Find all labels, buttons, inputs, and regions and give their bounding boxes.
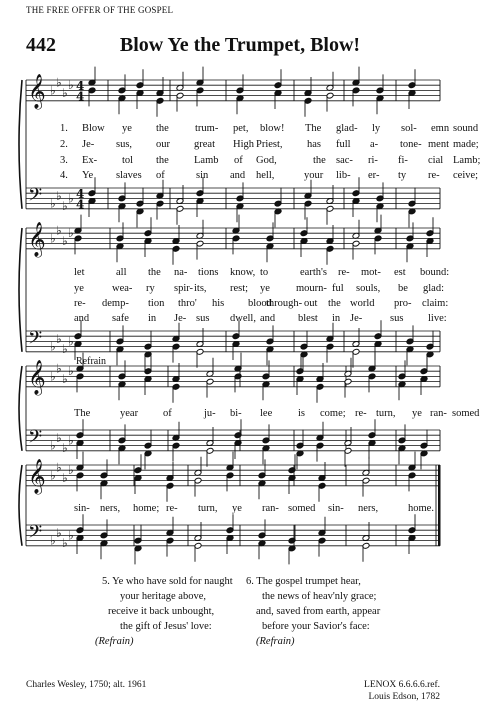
system1-line-3-syllable: 3. — [60, 155, 68, 166]
system1-line-4-syllable: hell, — [256, 170, 275, 181]
flat-sign-icon: ♭ — [62, 441, 68, 456]
system2-line-4-syllable: Je- — [350, 313, 363, 324]
system2-line-4-syllable: in — [332, 313, 341, 324]
system2-line-4-syllable: safe — [112, 313, 129, 324]
system1-line-4-syllable: re- — [428, 170, 440, 181]
refrain-line-1-syllable: re- — [355, 408, 367, 419]
refrain-line-2-syllable: sin- — [74, 503, 90, 514]
refrain-line-1-syllable: year — [120, 408, 139, 419]
system2-line-1-syllable: tions — [198, 267, 219, 278]
stanza-5-line-4: the gift of Jesus' love: — [120, 621, 212, 632]
flat-sign-icon: ♭ — [50, 468, 56, 483]
flat-sign-icon: ♭ — [56, 188, 62, 203]
flat-sign-icon: ♭ — [62, 199, 68, 214]
stanza-6-line-3: and, saved from earth, appear — [256, 606, 381, 617]
system1-line-1-syllable: glad- — [336, 123, 358, 134]
refrain-line-2-syllable: ran- — [262, 503, 279, 514]
system1-line-4-syllable: and — [230, 170, 246, 181]
flat-sign-icon: ♭ — [50, 339, 56, 354]
system1-line-2-syllable: ment — [428, 139, 449, 150]
refrain-line-2-syllable: ners, — [358, 503, 379, 514]
system1-line-2-syllable: has — [307, 139, 321, 150]
system1-line-1-syllable: ly — [372, 123, 381, 134]
flat-sign-icon: ♭ — [68, 364, 74, 379]
flat-sign-icon: ♭ — [62, 234, 68, 248]
system2-line-4-syllable: and — [260, 313, 276, 324]
system2-line-2-syllable: spir- — [174, 283, 194, 294]
system1-line-4-syllable: Ye — [82, 170, 94, 181]
refrain-line-1-syllable: The — [74, 408, 91, 419]
flat-sign-icon: ♭ — [56, 361, 62, 376]
refrain-line-2-syllable: turn, — [198, 503, 218, 514]
stanza-5-line-3: receive it back unbought, — [108, 606, 215, 617]
flat-sign-icon: ♭ — [68, 226, 74, 241]
stanza-5-line-2: your heritage above, — [120, 591, 207, 602]
system1-line-3-syllable: fi- — [398, 155, 408, 166]
system2-line-1-syllable: the — [148, 267, 161, 278]
flat-sign-icon: ♭ — [56, 223, 62, 238]
system1-line-1-syllable: emn — [431, 123, 450, 134]
final-barline — [438, 465, 441, 546]
refrain-line-2-syllable: re- — [166, 503, 178, 514]
refrain-line-1-syllable: ye — [412, 408, 422, 419]
stanza-5-refrain: (Refrain) — [95, 636, 134, 647]
system2-line-3-syllable: blood — [248, 298, 272, 309]
system1-line-2-syllable: our — [156, 139, 170, 150]
system2-line-3-syllable: tion — [148, 298, 165, 309]
system1-line-4-syllable: your — [304, 170, 324, 181]
system1-line-4-syllable: of — [156, 170, 165, 181]
system1-line-2-syllable: Je- — [82, 139, 95, 150]
flat-sign-icon: ♭ — [50, 196, 56, 211]
system2-line-2-syllable: its, — [194, 283, 207, 294]
flat-sign-icon: ♭ — [56, 460, 62, 475]
system2-line-2-syllable: souls, — [356, 283, 381, 294]
system2-line-1-syllable: earth's — [300, 267, 327, 278]
system2-line-3-syllable: the — [328, 298, 341, 309]
section-heading: THE FREE OFFER OF THE GOSPEL — [26, 5, 174, 15]
system2-line-2-syllable: ry — [146, 283, 155, 294]
brace — [19, 465, 22, 546]
flat-sign-icon: ♭ — [56, 525, 62, 540]
brace — [19, 80, 22, 209]
system1-line-1-syllable: the — [156, 123, 169, 134]
refrain-line-1-syllable: somed — [452, 408, 480, 419]
flat-sign-icon: ♭ — [68, 433, 74, 448]
flat-sign-icon: ♭ — [68, 191, 74, 206]
stanza-6-refrain: (Refrain) — [256, 636, 295, 647]
system1-line-1-syllable: sound — [453, 123, 479, 134]
refrain-line-1-syllable: bi- — [230, 408, 242, 419]
tune-name: LENOX 6.6.6.6.ref. — [364, 680, 440, 690]
system1-line-1-syllable: blow! — [260, 123, 285, 134]
refrain-line-1-syllable: is — [298, 408, 306, 419]
system1-line-3-syllable: Lamb — [194, 155, 219, 166]
hymn-number: 442 — [26, 34, 56, 56]
system2-line-2-syllable: wea- — [112, 283, 133, 294]
system1-line-4-syllable: ceive; — [453, 170, 479, 181]
system2-line-3-syllable: world — [350, 298, 375, 309]
system1-line-3-syllable: the — [156, 155, 169, 166]
system2-line-1-syllable: mot- — [361, 267, 381, 278]
system1-line-3-syllable: tol — [122, 155, 134, 166]
system2-line-1-syllable: let — [74, 267, 85, 278]
system2-line-1-syllable: est — [394, 267, 406, 278]
system1-line-3-syllable: Ex- — [82, 155, 98, 166]
bass-clef-icon: 𝄢 — [28, 427, 43, 452]
system1-line-1-syllable: 1. — [60, 123, 68, 134]
stanza-6-line-2: the news of heav'nly grace; — [262, 591, 377, 602]
system1-line-2-syllable: great — [194, 139, 215, 150]
system1-line-4-syllable: slaves — [116, 170, 142, 181]
flat-sign-icon: ♭ — [50, 533, 56, 548]
system1-line-3-syllable: the — [313, 155, 326, 166]
bass-clef-icon: 𝄢 — [28, 522, 43, 547]
bass-clef-icon: 𝄢 — [28, 328, 43, 353]
refrain-line-2-syllable: home. — [408, 503, 434, 514]
system1-line-4-syllable: sin — [196, 170, 209, 181]
system2-line-1-syllable: to — [260, 267, 269, 278]
flat-sign-icon: ♭ — [56, 75, 62, 90]
system1-line-2-syllable: full — [336, 139, 351, 150]
flat-sign-icon: ♭ — [62, 372, 68, 386]
system1-line-4-syllable: 4. — [60, 170, 68, 181]
system2-line-4-syllable: sus — [196, 313, 210, 324]
system1-line-2-syllable: made; — [453, 139, 479, 150]
flat-sign-icon: ♭ — [50, 369, 56, 384]
system2-line-2-syllable: ye — [260, 283, 270, 294]
system2-line-4-syllable: blest — [298, 313, 318, 324]
system1-line-3-syllable: ri- — [368, 155, 378, 166]
refrain-line-2-syllable: ners, — [100, 503, 121, 514]
treble-clef-icon: 𝄞 — [28, 74, 46, 109]
stanza-5-line-1: 5. Ye who have sold for naught — [102, 576, 233, 587]
system2-line-2-syllable: glad: — [423, 283, 444, 294]
system1-line-1-syllable: ye — [122, 123, 132, 134]
refrain-line-1-syllable: lee — [260, 408, 273, 419]
flat-sign-icon: ♭ — [68, 78, 74, 93]
system1-line-3-syllable: sac- — [336, 155, 353, 166]
system2-line-4-syllable: Je- — [174, 313, 187, 324]
system1-line-4-syllable: er- — [368, 170, 380, 181]
refrain-line-1-syllable: ju- — [204, 408, 216, 419]
system1-line-1-syllable: pet, — [233, 123, 249, 134]
flat-sign-icon: ♭ — [62, 471, 68, 485]
system1-line-3-syllable: God, — [256, 155, 277, 166]
system1-line-1-syllable: sol- — [401, 123, 417, 134]
system2-line-1-syllable: re- — [338, 267, 350, 278]
system1-line-2-syllable: sus, — [116, 139, 133, 150]
system2-line-1-syllable: na- — [174, 267, 188, 278]
refrain-label: Refrain — [76, 356, 106, 367]
system2-line-4-syllable: and — [74, 313, 90, 324]
system1-line-3-syllable: Lamb; — [453, 155, 480, 166]
system1-line-3-syllable: of — [234, 155, 243, 166]
system2-line-2-syllable: mourn- — [296, 283, 327, 294]
flat-sign-icon: ♭ — [50, 231, 56, 246]
flat-sign-icon: ♭ — [50, 438, 56, 453]
refrain-line-1-syllable: come; — [320, 408, 346, 419]
stanza-6-line-1: 6. The gospel trumpet hear, — [246, 576, 361, 587]
system1-line-2-syllable: High — [233, 139, 254, 150]
flat-sign-icon: ♭ — [68, 334, 74, 349]
treble-clef-icon: 𝄞 — [28, 222, 46, 257]
time-signature: 4 — [76, 187, 85, 201]
flat-sign-icon: ♭ — [56, 430, 62, 445]
system2-line-2-syllable: ye — [74, 283, 84, 294]
bass-clef-icon: 𝄢 — [28, 185, 43, 210]
composer-credit: Louis Edson, 1782 — [368, 692, 440, 702]
system2-line-2-syllable: be — [398, 283, 408, 294]
refrain-line-1-syllable: ran- — [430, 408, 447, 419]
refrain-line-1-syllable: turn, — [376, 408, 396, 419]
refrain-line-2-syllable: somed — [288, 503, 316, 514]
flat-sign-icon: ♭ — [68, 463, 74, 478]
system2-line-1-syllable: know, — [230, 267, 256, 278]
refrain-line-2-syllable: ye — [232, 503, 242, 514]
author-credit: Charles Wesley, 1750; alt. 1961 — [26, 680, 147, 690]
time-signature: 4 — [76, 197, 85, 212]
flat-sign-icon: ♭ — [68, 528, 74, 543]
system1-line-2-syllable: 2. — [60, 139, 68, 150]
system2-line-4-syllable: in — [148, 313, 157, 324]
system2-line-3-syllable: his — [212, 298, 225, 309]
flat-sign-icon: ♭ — [62, 536, 68, 551]
system2-line-4-syllable: dwell, — [230, 313, 256, 324]
stanza-6-line-4: before your Savior's face: — [262, 621, 370, 632]
system2-line-3-syllable: through- — [266, 298, 303, 309]
refrain-line-2-syllable: home; — [133, 503, 160, 514]
treble-clef-icon: 𝄞 — [28, 360, 46, 395]
system2-line-1-syllable: all — [116, 267, 127, 278]
system2-line-3-syllable: re- — [74, 298, 86, 309]
system2-line-4-syllable: sus — [390, 313, 404, 324]
system2-line-4-syllable: live: — [428, 313, 447, 324]
system1-line-2-syllable: a- — [370, 139, 379, 150]
system2-line-2-syllable: rest; — [230, 283, 249, 294]
refrain-line-1-syllable: of — [163, 408, 172, 419]
system1-line-3-syllable: cial — [428, 155, 444, 166]
system2-line-3-syllable: thro' — [178, 298, 197, 309]
system2-line-2-syllable: ful — [332, 283, 344, 294]
brace — [19, 366, 22, 451]
brace — [19, 228, 22, 352]
system2-line-1-syllable: bound: — [420, 267, 450, 278]
system1-line-2-syllable: Priest, — [256, 139, 283, 150]
flat-sign-icon: ♭ — [50, 83, 56, 98]
system1-line-4-syllable: ty — [398, 170, 407, 181]
time-signature: 4 — [76, 79, 85, 93]
hymn-title: Blow Ye the Trumpet, Blow! — [119, 34, 361, 56]
flat-sign-icon: ♭ — [62, 342, 68, 357]
system2-line-3-syllable: pro- — [394, 298, 412, 309]
refrain-line-2-syllable: sin- — [328, 503, 344, 514]
system1-line-4-syllable: lib- — [336, 170, 351, 181]
system2-line-3-syllable: claim: — [422, 298, 449, 309]
system2-line-3-syllable: demp- — [102, 298, 129, 309]
system1-line-1-syllable: trum- — [195, 123, 219, 134]
system2-line-3-syllable: out — [304, 298, 318, 309]
system1-line-1-syllable: Blow — [82, 123, 105, 134]
time-signature: 4 — [76, 89, 85, 104]
system1-line-1-syllable: The — [305, 123, 322, 134]
flat-sign-icon: ♭ — [56, 331, 62, 346]
flat-sign-icon: ♭ — [62, 86, 68, 100]
system1-line-2-syllable: tone- — [400, 139, 422, 150]
treble-clef-icon: 𝄞 — [28, 459, 46, 494]
